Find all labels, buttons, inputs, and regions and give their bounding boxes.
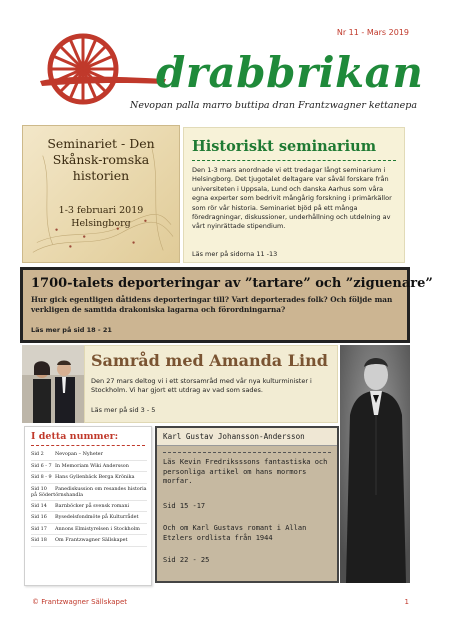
toc-item-page: Sid 6 - 7 [31,462,52,469]
masthead-tagline: Nevopan palla marro buttipa dran Frantzwagner kettanepa [130,100,418,111]
samrad-title: Samråd med Amanda Lind [91,351,328,370]
samrad-body: Den 27 mars deltog vi i ett storsamråd med vår nya kulturminister i Stockholm. Vi har gjort ett utdrag av vad som sades. [91,377,312,395]
seminar-article [183,127,405,263]
deportation-read-more: Läs mer på sid 18 - 21 [31,326,112,334]
toc-item-page: Sid 8 - 9 [31,474,52,480]
toc-divider [31,445,145,446]
footer-copyright: © Frantzwagner Sällskapet [32,598,128,606]
toc-item[interactable] [31,472,147,484]
deportation-body: Hur gick egentligen dåtidens deporteringar till? Vart deporterades folk? Och följde man verkligen de samtida drakoniska lagarna och förordningarna? [31,295,393,314]
karl-header-text: Karl Gustav Johansson-Andersson [163,432,305,441]
toc-item-text: Bysedelsfondmöte på Kulturrådet [55,514,139,520]
deportation-title: 1700-talets deporteringar av ”tartare” och ”ziguenare” [31,276,433,291]
wagon-wheel-icon [46,32,120,106]
samrad-photo [22,345,84,423]
toc-item-text: Om Frantzwagner Sällskapet [55,537,128,543]
toc-item-page: Sid 10 [31,485,47,492]
poster-date-line2: Helsingborg [71,218,131,229]
toc-item[interactable] [31,449,147,461]
man-portrait-image [340,345,410,583]
seminar-divider [192,160,396,161]
karl-pages-2: Sid 22 - 25 [163,556,210,564]
two-people-image [22,345,84,423]
toc-item[interactable] [31,501,147,513]
toc-item[interactable] [31,524,147,536]
karl-header [157,428,337,446]
toc-item-page: Sid 2 [31,451,44,457]
toc-item-text: Hans Gyllenbäck Berga Krönika [55,474,135,480]
seminar-body: Den 1-3 mars anordnade vi ett tredagar långt seminarium i Helsingborg. Det tjugotalet deltagare var såväl forskare från universiteten i Uppsala, Lund och danska Aarhus som våra egna experter som bedrivit mångårig forskning i primärkällor som rör vår historia. Seminariet bjöd på ett många föredragningar, diskussioner, underhållning och utdelning av vårt nyinrättade stipendium. [192,166,392,231]
toc-item-page: Sid 14 [31,502,47,509]
toc-item[interactable] [31,461,147,473]
karl-gustav-article [155,426,339,583]
poster-date-line1: 1-3 februari 2019 [58,205,144,216]
karl-text-1: Läs Kevin Fredriksssons fantastiska och personliga artikel om hans mormors morfar. [163,458,328,486]
karl-text-2: Och om Karl Gustavs romant i Allan Etzlers ordlista från 1944 [163,524,307,542]
poster-date [23,204,179,230]
toc-item-text: In Memoriam Wiki Andersson [55,462,129,469]
karl-pages-1: Sid 15 -17 [163,502,206,510]
toc-item[interactable] [31,512,147,524]
masthead [38,30,424,130]
seminar-title: Historiskt seminarium [192,138,377,155]
toc-item[interactable] [31,535,147,547]
brand-title: drabbrikan [156,48,424,97]
table-of-contents [24,426,152,586]
toc-title: I detta nummer: [31,431,119,442]
toc-item-text: Nevopan – Nyheter [55,451,103,457]
toc-list [31,449,147,547]
toc-item-text: Panediskussion om resandes historia på Södertörnshandla [31,485,147,498]
samrad-article [84,345,338,423]
toc-item-text: Barnböcker på svensk romani [55,502,130,509]
toc-item-text: Annons Elmistyrelsen i Stockholm [55,525,140,532]
issue-number: Nr 11 - Mars 2019 [336,28,409,37]
footer-page-number: 1 [404,598,409,606]
portrait-photo [340,345,410,583]
toc-item-page: Sid 18 [31,537,47,543]
toc-item-page: Sid 17 [31,525,47,532]
toc-item-page: Sid 16 [31,514,47,520]
toc-item[interactable] [31,484,147,501]
karl-divider [163,452,331,453]
deportation-article [20,267,433,343]
seminar-read-more: Läs mer på sidorna 11 -13 [192,250,278,258]
poster-title: Seminariet - Den Skånsk-romska historien [47,136,155,183]
seminar-poster [22,125,180,263]
samrad-read-more: Läs mer på sid 3 - 5 [91,406,156,414]
